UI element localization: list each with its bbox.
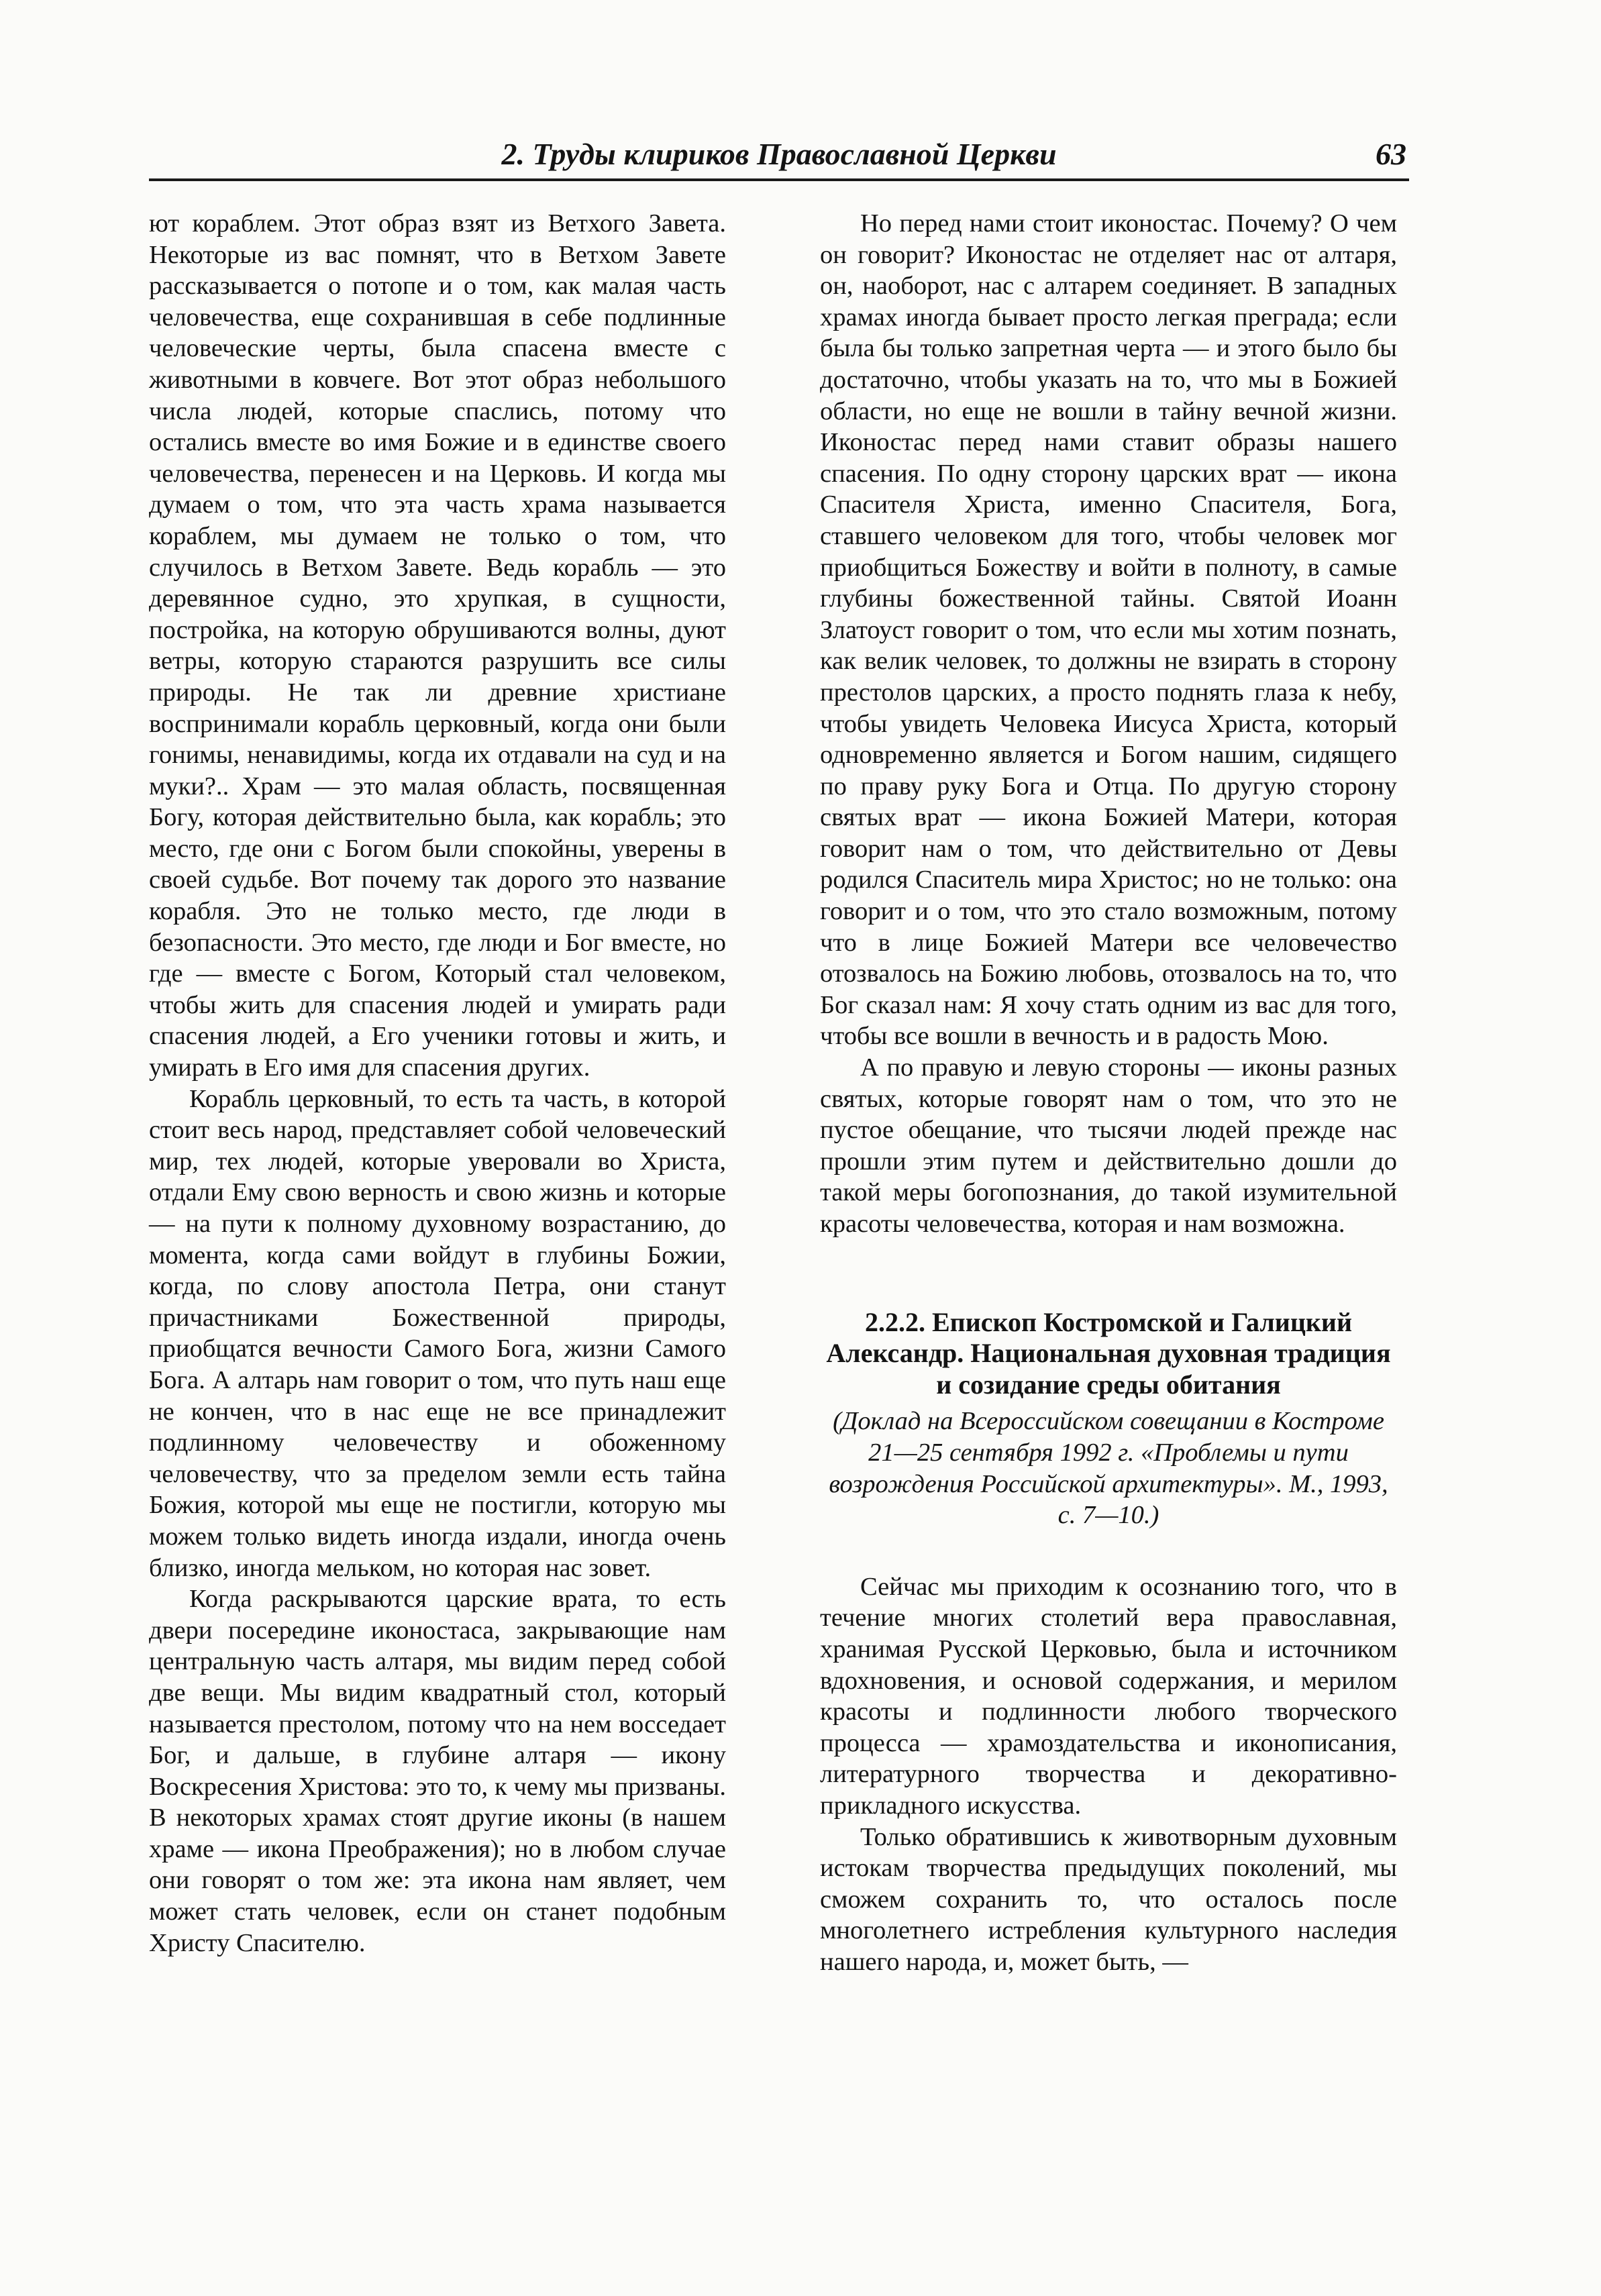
- paragraph: Когда раскрываются царские врата, то есть двери посередине иконостаса, закрывающие нам центральную часть алтаря, мы видим перед собой две вещи. Мы видим квадратный стол, который называется престолом, потому что на нем восседает Бог, и дальше, в глубине алтаря — икону Воскресения Христова: это то, к чему мы призваны. В некоторых храмах стоят другие иконы (в нашем храме — икона Преображения); но в любом случае они говорят о том же: эта икона нам являет, чем может стать человек, если он станет подобным Христу Спасителю.: [149, 1585, 726, 1957]
- running-header: [149, 133, 1409, 181]
- section-heading: 2.2.2. Епископ Костромской и Галицкий Александр. Национальная духовная традиция и созидание среды обитания: [826, 1306, 1391, 1400]
- running-header-title: 2. Труды клириков Православной Церкви: [501, 137, 1057, 171]
- paragraph: Но перед нами стоит иконостас. Почему? О чем он говорит? Иконостас не отделяет нас от алтаря, он, наоборот, нас с алтарем соединяет. В западных храмах иногда бывает просто легкая преграда; если была бы только запретная черта — и этого было бы достаточно, чтобы указать на то, что мы в Божией области, но еще не вошли в тайну вечной жизни. Иконостас перед нами ставит образы нашего спасения. По одну сторону царских врат — икона Спасителя Христа, именно Спасителя, Бога, ставшего человеком для того, чтобы человек мог приобщиться Божеству и войти в полноту, в самые глубины божественной тайны. Святой Иоанн Златоуст говорит о том, что если мы хотим познать, как велик человек, то должны не взирать в сторону престолов царских, а просто поднять глаза к небу, чтобы увидеть Человека Иисуса Христа, который одновременно является и Богом нашим, сидящего по праву руку Бога и Отца. По другую сторону святых врат — икона Божией Матери, которая говорит нам о том, что действительно от Девы родился Спаситель мира Христос; но не только: она говорит и о том, что это стало возможным, потому что в лице Божией Матери все человечество отозвалось на Божию любовь, отозвалось на то, что Бог сказал нам: Я хочу стать одним из вас для того, чтобы все вошли в вечность и в радость Мою.: [820, 209, 1397, 1051]
- paragraph: Только обратившись к животворным духовным истокам творчества предыдущих поколений, мы сможем сохранить то, что осталось после многолетнего истребления культурного наследия нашего народа, и, может быть, —: [820, 1822, 1397, 1976]
- right-column: [820, 208, 1397, 1977]
- paragraph: А по правую и левую стороны — иконы разных святых, которые говорят нам о том, что это не пустое обещание, что тысячи людей прежде нас прошли этим путем и действительно дошли до такой меры богопознания, до такой изумительной красоты человечества, которая и нам возможна.: [820, 1053, 1397, 1238]
- paragraph: ют кораблем. Этот образ взят из Ветхого Завета. Некоторые из вас помнят, что в Ветхом Завете рассказывается о потопе и о том, как малая часть человечества, еще сохранившая в себе подлинные человеческие черты, была спасена вместе с животными в ковчеге. Вот этот образ небольшого числа людей, которые спаслись, потому что остались вместе во имя Божие и в единстве своего человечества, перенесен и на Церковь. И когда мы думаем о том, что эта часть храма называется кораблем, мы думаем не только о том, что случилось в Ветхом Завете. Ведь корабль — это деревянное судно, это хрупкая, в сущности, постройка, на которую обрушиваются волны, дуют ветры, которую стараются разрушить все силы природы. Не так ли древние христиане воспринимали корабль церковный, когда они были гонимы, ненавидимы, когда их отдавали на суд и на муки?.. Храм — это малая область, посвященная Богу, которая действительно была, как корабль; это место, где они с Богом были спокойны, уверены в своей судьбе. Вот почему так дорого это название корабля. Это не только место, где люди в безопасности. Это место, где люди и Бог вместе, но где — вместе с Богом, Который стал человеком, чтобы жить для спасения людей и умирать ради спасения людей, а Его ученики готовы и жить, и умирать в Его имя для спасения других.: [149, 209, 726, 1082]
- paragraph: Корабль церковный, то есть та часть, в которой стоит весь народ, представляет собой человеческий мир, тех людей, которые уверовали во Христа, отдали Ему свою верность и свою жизнь и которые — на пути к полному духовному возрастанию, до момента, когда сами войдут в глубины Божии, когда, по слову апостола Петра, они станут причастниками Божественной природы, приобщатся вечности Самого Бога, жизни Самого Бога. А алтарь нам говорит о том, что путь наш еще не кончен, что в нас еще не все принадлежит подлинному человечеству и обоженному человечеству, что за пределом земли есть тайна Божия, которой мы еще не постигли, которую мы можем только видеть иногда издали, иногда очень близко, иногда мельком, но которая нас зовет.: [149, 1084, 726, 1582]
- page-number: 63: [1376, 137, 1406, 171]
- section-source-note: (Доклад на Всероссийском совещании в Костроме 21—25 сентября 1992 г. «Проблемы и пути возрождения Российской архитектуры». М., 1993, с. 7—10.): [829, 1407, 1388, 1530]
- paragraph: Сейчас мы приходим к осознанию того, что в течение многих столетий вера православная, хранимая Русской Церковью, была и источником вдохновения, и основой содержания, и мерилом красоты и подлинности любого творческого процесса — храмоздательства и иконописания, литературного творчества и декоративно-прикладного искусства.: [820, 1572, 1397, 1820]
- left-column: [149, 208, 726, 1959]
